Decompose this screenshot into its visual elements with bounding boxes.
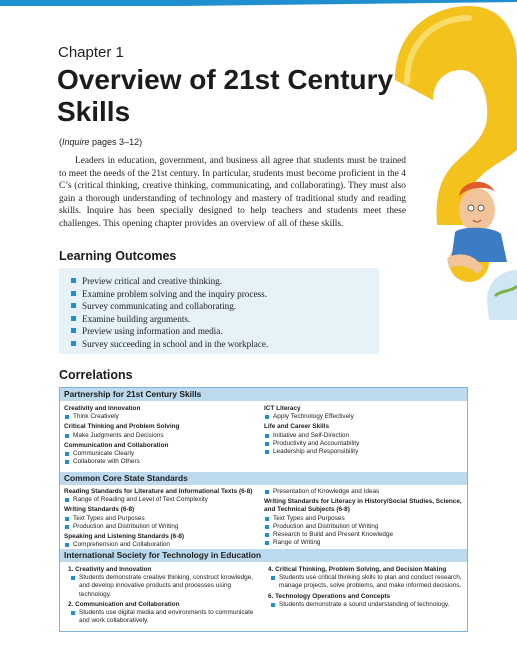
standard-item bbox=[264, 523, 464, 531]
standard-item bbox=[64, 458, 254, 466]
standard-item bbox=[64, 515, 260, 523]
list-item bbox=[71, 288, 379, 301]
standard-item bbox=[264, 440, 464, 448]
standard-item bbox=[264, 601, 464, 609]
page-title: Overview of 21st Century Skills bbox=[57, 64, 394, 127]
standard-item-text: Text Types and Purposes bbox=[73, 514, 145, 522]
standard-item bbox=[64, 609, 260, 625]
bullet-square-icon bbox=[265, 490, 269, 494]
standard-item bbox=[64, 450, 254, 458]
bullet-square-icon bbox=[271, 576, 275, 580]
standard-item-text: Text Types and Purposes bbox=[273, 514, 345, 522]
bullet-square-icon bbox=[265, 434, 269, 438]
outcome-text: Survey succeeding in school and in the workplace. bbox=[82, 338, 269, 349]
correlations-table bbox=[59, 387, 468, 632]
outcome-text: Preview critical and creative thinking. bbox=[82, 276, 223, 286]
standard-heading: Communication and Collaboration bbox=[64, 441, 169, 449]
list-item bbox=[71, 325, 379, 338]
chapter-label: Chapter 1 bbox=[58, 44, 124, 61]
standard-heading: Life and Career Skills bbox=[264, 423, 329, 431]
standard-item bbox=[264, 413, 464, 421]
bullet-square-icon bbox=[65, 517, 69, 521]
ccss-right-column bbox=[264, 488, 464, 547]
pages-reference bbox=[59, 137, 142, 147]
bullet-square-icon bbox=[65, 452, 69, 456]
standard-item bbox=[64, 413, 254, 421]
bullet-square-icon bbox=[71, 303, 76, 308]
standard-heading: Speaking and Listening Standards (6-8) bbox=[64, 533, 185, 541]
bullet-square-icon bbox=[65, 525, 69, 529]
bullet-square-icon bbox=[65, 543, 69, 547]
standard-heading: Creativity and Innovation bbox=[64, 405, 141, 412]
standard-item bbox=[264, 574, 464, 590]
standard-heading: ICT Literacy bbox=[264, 405, 301, 412]
bullet-square-icon bbox=[71, 611, 75, 615]
outcome-text: Preview using information and media. bbox=[82, 326, 223, 337]
standard-item bbox=[64, 523, 260, 531]
standard-item-text: Research to Build and Present Knowledge bbox=[273, 531, 394, 539]
ccss-section-header: Common Core State Standards bbox=[60, 472, 467, 485]
standard-item-text: Make Judgments and Decisions bbox=[73, 431, 164, 439]
bullet-square-icon bbox=[71, 278, 76, 283]
bullet-square-icon bbox=[265, 415, 269, 419]
standard-item-text: Initiative and Self-Direction bbox=[273, 431, 350, 439]
pages-reference-book: Inquire bbox=[62, 137, 90, 147]
bullet-square-icon bbox=[265, 442, 269, 446]
standard-heading: Reading Standards for Literature and Informational Texts (6-8) bbox=[64, 488, 253, 495]
standard-item-text: Students demonstrate a sound understanding of technology. bbox=[279, 600, 450, 608]
p21-right-column bbox=[264, 405, 464, 456]
standard-item-text: Production and Distribution of Writing bbox=[73, 522, 179, 530]
standard-item bbox=[264, 448, 464, 456]
bullet-square-icon bbox=[71, 341, 76, 346]
bullet-square-icon bbox=[271, 603, 275, 607]
outcome-text: Survey communicating and collaborating. bbox=[82, 301, 237, 312]
bullet-square-icon bbox=[71, 316, 76, 321]
bullet-square-icon bbox=[265, 517, 269, 521]
bullet-square-icon bbox=[65, 460, 69, 464]
bullet-square-icon bbox=[71, 576, 75, 580]
bullet-square-icon bbox=[265, 533, 269, 537]
p21-section-header: Partnership for 21st Century Skills bbox=[60, 388, 467, 401]
standard-item-text: Students demonstrate creative thinking, construct knowledge, and develop innovative products and processes using technology. bbox=[79, 574, 254, 598]
standard-item-text: Productivity and Accountability bbox=[273, 439, 360, 447]
bullet-square-icon bbox=[265, 525, 269, 529]
iste-left-column bbox=[64, 566, 260, 625]
standard-item bbox=[64, 496, 260, 504]
standard-heading: 2. Communication and Collaboration bbox=[68, 600, 180, 608]
standard-item-text: Presentation of Knowledge and Ideas bbox=[273, 488, 380, 495]
list-item bbox=[71, 300, 379, 313]
learning-outcomes-heading: Learning Outcomes bbox=[59, 249, 177, 263]
standard-item bbox=[64, 432, 254, 440]
bullet-square-icon bbox=[71, 291, 76, 296]
list-item bbox=[71, 275, 379, 288]
standard-item bbox=[264, 515, 464, 523]
standard-heading: Critical Thinking and Problem Solving bbox=[64, 423, 180, 431]
list-item bbox=[71, 338, 379, 351]
standard-heading: Writing Standards (6-8) bbox=[64, 506, 135, 514]
standard-item bbox=[264, 432, 464, 440]
outcome-text: Examine problem solving and the inquiry process. bbox=[82, 288, 267, 299]
iste-right-column bbox=[264, 566, 464, 609]
list-item bbox=[71, 313, 379, 326]
standard-heading: 6. Technology Operations and Concepts bbox=[268, 592, 391, 600]
learning-outcomes-list bbox=[59, 268, 379, 351]
standard-item-text: Range of Reading and Level of Text Complexity bbox=[73, 496, 208, 504]
ccss-left-column bbox=[64, 488, 260, 549]
pages-reference-pages: pages 3–12) bbox=[89, 137, 143, 147]
standard-heading: 1. Creativity and Innovation bbox=[68, 566, 152, 573]
bullet-square-icon bbox=[65, 498, 69, 502]
standard-item bbox=[264, 539, 464, 547]
standard-item-text: Communicate Clearly bbox=[73, 450, 135, 458]
standard-item bbox=[264, 531, 464, 539]
pages-reference-open: ( bbox=[59, 137, 62, 147]
intro-paragraph: Leaders in education, government, and business all agree that students must be trained to meet the needs of the 21st century. In particular, students must become proficient in the 4 C’s (critical thinking, creative thinking, communicating, and collaborating). They must also gain a thorough understanding of technology and mastery of traditional study and reading skills. Inquire has been specially designed to help teachers and students meet these challenges. This opening chapter provides an overview of all of these skills. bbox=[59, 156, 406, 229]
standard-item-text: Think Creatively bbox=[73, 413, 119, 421]
bullet-square-icon bbox=[65, 415, 69, 419]
iste-section-header: International Society for Technology in Education bbox=[60, 549, 467, 562]
bullet-square-icon bbox=[65, 434, 69, 438]
standard-item-text: Production and Distribution of Writing bbox=[273, 522, 379, 530]
standard-item bbox=[264, 488, 464, 496]
standard-item-text: Students use digital media and environments to communicate and work collaboratively. bbox=[79, 609, 254, 625]
standard-item-text: Leadership and Responsibility bbox=[273, 448, 359, 456]
standard-heading: 4. Critical Thinking, Problem Solving, and Decision Making bbox=[268, 566, 447, 573]
learning-outcomes-box bbox=[59, 268, 379, 354]
correlations-heading: Correlations bbox=[59, 368, 133, 382]
outcome-text: Examine building arguments. bbox=[82, 313, 191, 324]
bullet-square-icon bbox=[265, 541, 269, 545]
standard-item-text: Comprehension and Collaboration bbox=[73, 541, 170, 549]
p21-left-column bbox=[64, 405, 254, 466]
standard-item-text: Apply Technology Effectively bbox=[273, 413, 354, 421]
standard-item-text: Students use critical thinking skills to plan and conduct research, manage projects, solve problems, and make informed decisions. bbox=[279, 574, 462, 590]
standard-heading: Writing Standards for Literacy in History/Social Studies, Science, and Technical Subjects (6-8) bbox=[264, 498, 462, 514]
standard-item-text: Range of Writing bbox=[273, 539, 321, 547]
bullet-square-icon bbox=[265, 450, 269, 454]
bullet-square-icon bbox=[71, 328, 76, 333]
standard-item bbox=[64, 574, 260, 599]
standard-item-text: Collaborate with Others bbox=[73, 458, 140, 466]
